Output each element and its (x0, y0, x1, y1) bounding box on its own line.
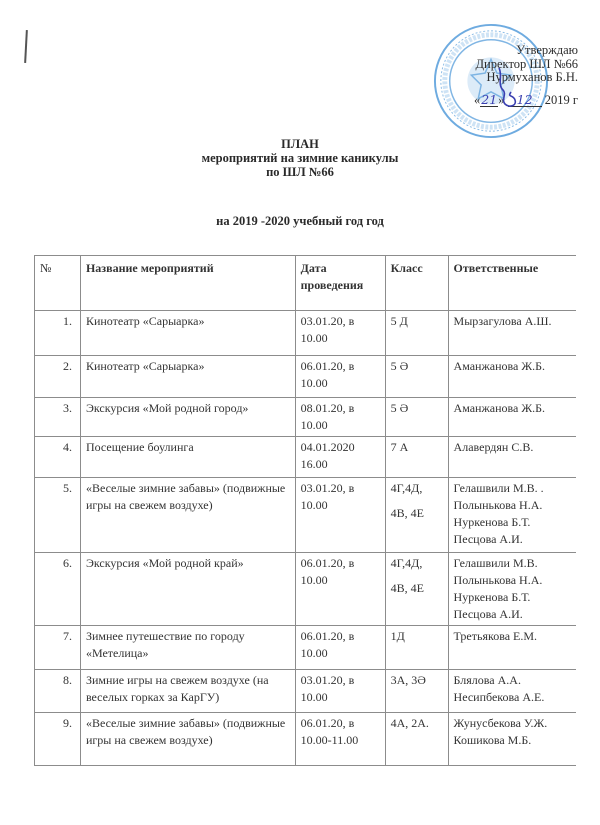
header-class: Класс (385, 256, 448, 311)
cell-num: 7. (35, 626, 81, 670)
cell-num: 4. (35, 437, 81, 478)
cell-class (385, 626, 448, 670)
table-header-row (35, 256, 577, 311)
cell-num: 8. (35, 670, 81, 713)
title-school: по ШЛ №66 (266, 165, 334, 179)
table-row (35, 713, 577, 766)
class-value: 5 Ә (390, 359, 409, 373)
cell-num: 6. (35, 553, 81, 626)
cell-date: 06.01.20, в 10.00 (295, 626, 385, 670)
cell-date: 06.01.20, в 10.00-11.00 (295, 713, 385, 766)
class-value: 4В, 4Е (390, 506, 424, 520)
cell-name: Кинотеатр «Сарыарка» (80, 311, 295, 356)
responsible-person: Кошикова М.Б. (453, 733, 532, 747)
cell-name: Кинотеатр «Сарыарка» (80, 356, 295, 398)
approval-date (474, 93, 578, 108)
responsible-person: Аманжанова Ж.Б. (453, 401, 545, 415)
cell-responsible (448, 478, 576, 553)
cell-num: 3. (35, 398, 81, 437)
approval-block (474, 44, 578, 107)
cell-num: 2. (35, 356, 81, 398)
responsible-person: Нуркенова Б.Т. (453, 590, 531, 604)
responsible-person: Алавердян С.В. (453, 440, 534, 454)
cell-responsible (448, 713, 576, 766)
class-value: 5 Д (390, 314, 408, 328)
margin-mark (24, 30, 28, 63)
cell-class (385, 398, 448, 437)
responsible-person: Нуркенова Б.Т. (453, 515, 531, 529)
date-close-quote: » (498, 92, 505, 107)
header-date: Дата проведения (295, 256, 385, 311)
responsible-person: Аманжанова Ж.Б. (453, 359, 545, 373)
cell-name: «Веселые зимние забавы» (подвижные игры на свежем воздухе) (80, 478, 295, 553)
table-row (35, 398, 577, 437)
title-subtitle: мероприятий на зимние каникулы (201, 151, 399, 165)
cell-responsible (448, 670, 576, 713)
class-value: 5 Ә (390, 401, 409, 415)
cell-name: Зимние игры на свежем воздухе (на веселых горках за КарГУ) (80, 670, 295, 713)
header-responsible: Ответственные (448, 256, 576, 311)
class-value: 4А, 2А. (390, 716, 429, 730)
table-row (35, 626, 577, 670)
approval-name: Нурмуханов Б.Н. (486, 70, 578, 84)
table-row (35, 356, 577, 398)
cell-responsible (448, 356, 576, 398)
events-table (34, 255, 576, 766)
cell-num: 5. (35, 478, 81, 553)
date-day: 21 (481, 91, 498, 107)
signature-icon (493, 66, 523, 111)
cell-date: 04.01.2020 16.00 (295, 437, 385, 478)
cell-class (385, 670, 448, 713)
table-row (35, 553, 577, 626)
responsible-person: Жунусбекова У.Ж. (453, 716, 548, 730)
cell-num: 9. (35, 713, 81, 766)
table-row (35, 437, 577, 478)
responsible-person: Блялова А.А. (453, 673, 521, 687)
class-value: 4В, 4Е (390, 581, 424, 595)
title-plan: ПЛАН (281, 137, 319, 151)
cell-responsible (448, 553, 576, 626)
responsible-person: Третьякова Е.М. (453, 629, 538, 643)
approval-title: Утверждаю (516, 43, 578, 57)
cell-date: 03.01.20, в 10.00 (295, 478, 385, 553)
responsible-person: Полынькова Н.А. (453, 573, 543, 587)
header-name: Название мероприятий (80, 256, 295, 311)
cell-date: 03.01.20, в 10.00 (295, 670, 385, 713)
cell-date: 03.01.20, в 10.00 (295, 311, 385, 356)
cell-date: 06.01.20, в 10.00 (295, 356, 385, 398)
table-row (35, 478, 577, 553)
date-open-quote: « (473, 92, 481, 107)
cell-num: 1. (35, 311, 81, 356)
cell-class (385, 437, 448, 478)
cell-class (385, 553, 448, 626)
cell-class (385, 311, 448, 356)
cell-responsible (448, 626, 576, 670)
responsible-person: Гелашвили М.В. (453, 556, 538, 570)
cell-name: Экскурсия «Мой родной край» (80, 553, 295, 626)
cell-class (385, 356, 448, 398)
cell-date: 08.01.20, в 10.00 (295, 398, 385, 437)
cell-responsible (448, 311, 576, 356)
table-row (35, 670, 577, 713)
responsible-person: Мырзагулова А.Ш. (453, 314, 552, 328)
date-month: 12 (508, 93, 542, 108)
cell-responsible (448, 398, 576, 437)
academic-year: на 2019 -2020 учебный год год (216, 214, 384, 228)
cell-name: «Веселые зимние забавы» (подвижные игры на свежем воздухе) (80, 713, 295, 766)
class-value: 4Г,4Д, (390, 556, 423, 570)
class-value: 4Г,4Д, (390, 481, 423, 495)
class-value: 3А, 3Ә (390, 673, 426, 687)
table-row (35, 311, 577, 356)
cell-name: Экскурсия «Мой родной город» (80, 398, 295, 437)
cell-responsible (448, 437, 576, 478)
class-value: 7 А (390, 440, 409, 454)
responsible-person: Несипбекова А.Е. (453, 690, 545, 704)
responsible-person: Песцова А.И. (453, 607, 523, 621)
cell-name: Зимнее путешествие по городу «Метелица» (80, 626, 295, 670)
cell-class (385, 478, 448, 553)
class-value: 1Д (390, 629, 405, 643)
responsible-person: Гелашвили М.В. . (453, 481, 544, 495)
cell-name: Посещение боулинга (80, 437, 295, 478)
cell-date: 06.01.20, в 10.00 (295, 553, 385, 626)
header-num: № (35, 256, 81, 311)
responsible-person: Полынькова Н.А. (453, 498, 543, 512)
responsible-person: Песцова А.И. (453, 532, 523, 546)
approval-position: Директор ШЛ №66 (475, 56, 578, 71)
date-year: 2019 г (544, 92, 578, 107)
cell-class (385, 713, 448, 766)
document-title (0, 137, 600, 179)
